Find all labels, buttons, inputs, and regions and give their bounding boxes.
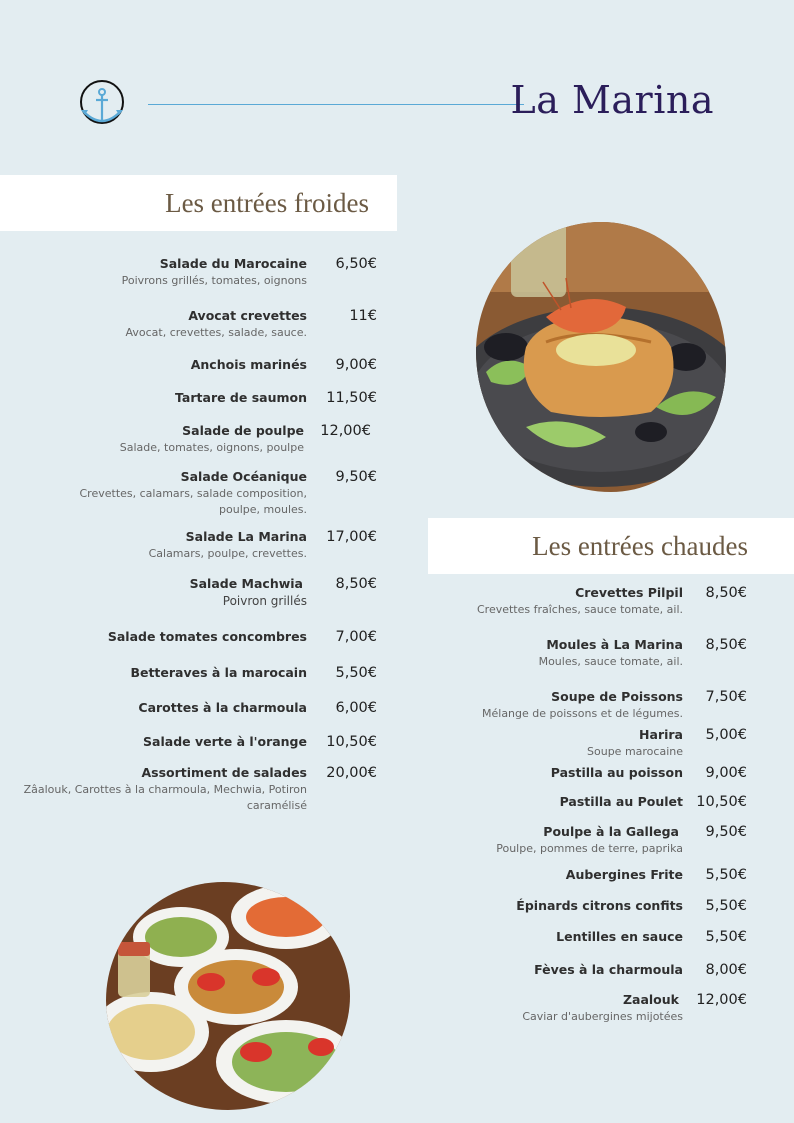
item-description: Poivrons grillés, tomates, oignons <box>121 274 307 287</box>
item-price: 6,50€ <box>335 256 377 272</box>
item-price: 5,50€ <box>705 898 747 914</box>
item-name: Betteraves à la marocain <box>130 665 307 680</box>
item-description: Calamars, poulpe, crevettes. <box>148 547 307 560</box>
item-name: Zaalouk <box>622 992 679 1007</box>
item-name: Harira <box>639 727 683 742</box>
item-price: 11€ <box>349 308 377 324</box>
item-price: 10,50€ <box>326 734 377 750</box>
item-name: Salade Machwia <box>189 576 303 591</box>
dish-photo-shrimp <box>476 222 726 492</box>
item-description: Zâalouk, Carottes à la charmoula, Mechwia, Potiron <box>23 783 307 796</box>
item-name: Assortiment de salades <box>141 765 307 780</box>
item-name: Tartare de saumon <box>175 390 307 405</box>
item-description: Poulpe, pommes de terre, paprika <box>496 842 683 855</box>
item-name: Salade La Marina <box>185 529 307 544</box>
item-price: 5,50€ <box>705 929 747 945</box>
item-price: 8,00€ <box>705 962 747 978</box>
item-name: Salade Océanique <box>180 469 307 484</box>
item-price: 8,50€ <box>705 585 747 601</box>
item-price: 12,00€ <box>696 992 747 1008</box>
item-price: 8,50€ <box>705 637 747 653</box>
item-description: Salade, tomates, oignons, poulpe <box>119 441 304 454</box>
item-description: Crevettes fraîches, sauce tomate, ail. <box>476 603 683 616</box>
item-price: 12,00€ <box>320 423 371 439</box>
item-name: Pastilla au Poulet <box>559 794 683 809</box>
item-name: Salade du Marocaine <box>159 256 307 271</box>
item-name: Fèves à la charmoula <box>534 962 683 977</box>
item-price: 9,50€ <box>335 469 377 485</box>
item-name: Crevettes Pilpil <box>575 585 683 600</box>
item-price: 17,00€ <box>326 529 377 545</box>
item-price: 11,50€ <box>326 390 377 406</box>
item-name: Salade verte à l'orange <box>143 734 307 749</box>
item-description: Moules, sauce tomate, ail. <box>538 655 683 668</box>
item-description: Avocat, crevettes, salade, sauce. <box>125 326 307 339</box>
section-title-cold: Les entrées froides <box>0 175 397 231</box>
item-price: 8,50€ <box>335 576 377 592</box>
section-title-hot: Les entrées chaudes <box>428 518 794 574</box>
item-price: 9,50€ <box>705 824 747 840</box>
item-price: 5,50€ <box>705 867 747 883</box>
item-price: 7,50€ <box>705 689 747 705</box>
item-description: Caviar d'aubergines mijotées <box>522 1010 683 1023</box>
item-name: Avocat crevettes <box>188 308 307 323</box>
item-name: Soupe de Poissons <box>551 689 683 704</box>
item-price: 5,50€ <box>335 665 377 681</box>
item-description-line2: caramélisé <box>246 799 307 812</box>
item-price: 10,50€ <box>696 794 747 810</box>
item-price: 9,00€ <box>705 765 747 781</box>
dish-photo-salads <box>106 882 350 1110</box>
item-name: Lentilles en sauce <box>556 929 683 944</box>
item-description-line2: poulpe, moules. <box>219 503 307 516</box>
item-description: Poivron grillés <box>222 594 307 608</box>
item-description: Crevettes, calamars, salade composition, <box>79 487 307 500</box>
item-name: Pastilla au poisson <box>550 765 683 780</box>
item-name: Épinards citrons confits <box>516 898 683 913</box>
restaurant-name: La Marina <box>510 78 714 122</box>
item-name: Salade tomates concombres <box>107 629 307 644</box>
anchor-icon <box>78 80 126 128</box>
header-divider <box>148 104 524 105</box>
item-name: Salade de poulpe <box>182 423 304 438</box>
item-name: Anchois marinés <box>190 357 307 372</box>
item-name: Carottes à la charmoula <box>138 700 307 715</box>
item-price: 9,00€ <box>335 357 377 373</box>
item-price: 7,00€ <box>335 629 377 645</box>
item-description: Mélange de poissons et de légumes. <box>482 707 683 720</box>
item-name: Moules à La Marina <box>546 637 683 652</box>
item-price: 20,00€ <box>326 765 377 781</box>
item-name: Aubergines Frite <box>565 867 683 882</box>
item-price: 5,00€ <box>705 727 747 743</box>
item-name: Poulpe à la Gallega <box>543 824 679 839</box>
item-price: 6,00€ <box>335 700 377 716</box>
item-description: Soupe marocaine <box>587 745 683 758</box>
